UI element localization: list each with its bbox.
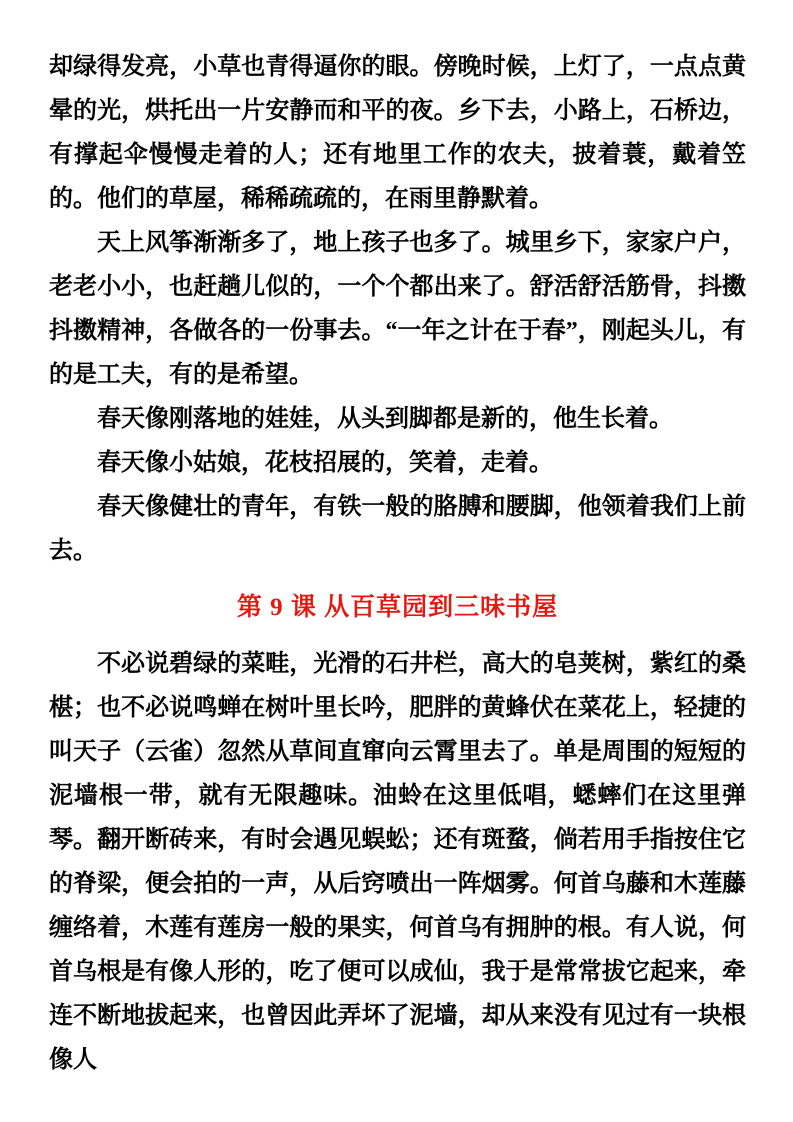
paragraph-spring-rain-continuation: 却绿得发亮，小草也青得逼你的眼。傍晚时候，上灯了，一点点黄晕的光，烘托出一片安静而和平的夜。乡下去，小路上，石桥边，有撑起伞慢慢走着的人；还有地里工作的农夫，披着蓑，戴着笠的。他们的草屋，稀稀疏疏的，在雨里静默着。 [49, 54, 746, 212]
lesson-heading: 第 9 课 从百草园到三味书屋 [236, 594, 559, 621]
paragraph-spring-like-youth: 春天像健壮的青年，有铁一般的胳膊和腰脚，他领着我们上前去。 [49, 494, 746, 564]
paragraph-baicao-garden-opening: 不必说碧绿的菜畦，光滑的石井栏，高大的皂荚树，紫红的桑椹；也不必说鸣蝉在树叶里长吟，肥胖的黄蜂伏在菜花上，轻捷的叫天子（云雀）忽然从草间直窜向云霄里去了。单是周围的短短的泥墙根一带，就有无限趣味。油蛉在这里低唱，蟋蟀们在这里弹琴。翻开断砖来，有时会遇见蜈蚣；还有斑蝥，倘若用手指按住它的脊梁，便会拍的一声，从后窍喷出一阵烟雾。何首乌藤和木莲藤缠络着，木莲有莲房一般的果实，何首乌有拥肿的根。有人说，何首乌根是有像人形的，吃了便可以成仙，我于是常常拔它起来，牵连不断地拔起来，也曾因此弄坏了泥墙，却从来没有见过有一块根像人 [49, 651, 746, 1073]
paragraph-spring-like-girl: 春天像小姑娘，花枝招展的，笑着，走着。 [97, 450, 553, 476]
paragraph-spring-kites: 天上风筝渐渐多了，地上孩子也多了。城里乡下，家家户户，老老小小，也赶趟儿似的，一个个都出来了。舒活舒活筋骨，抖擞抖擞精神，各做各的一份事去。“一年之计在于春”，刚起头儿，有的是工夫，有的是希望。 [49, 230, 746, 388]
paragraph-spring-like-baby: 春天像刚落地的娃娃，从头到脚都是新的，他生长着。 [97, 406, 673, 432]
